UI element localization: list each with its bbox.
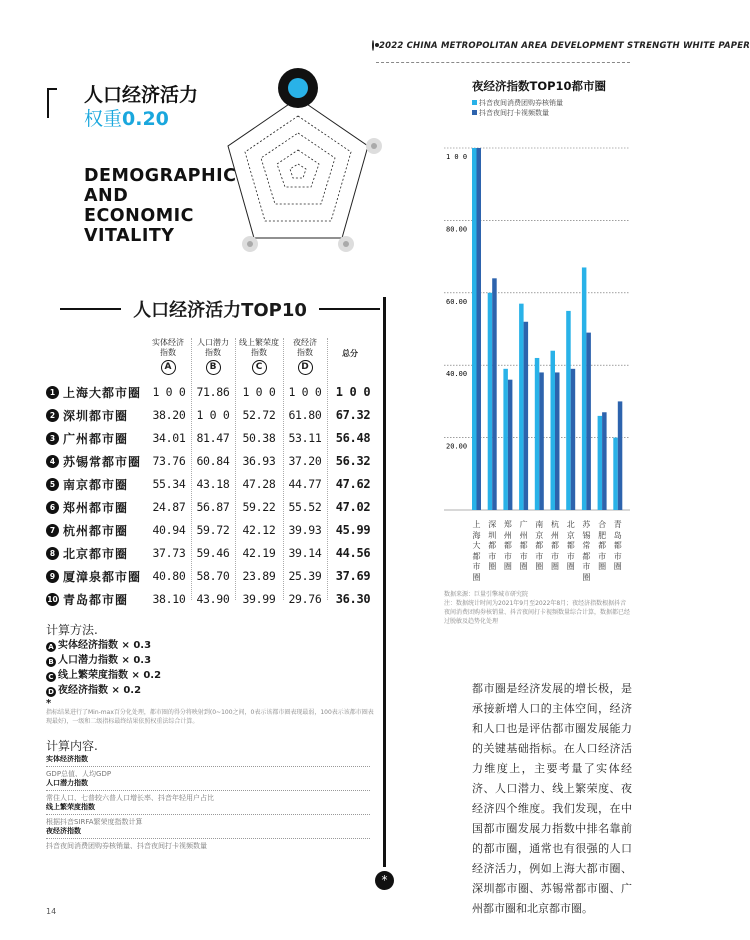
rank-badge: 9	[46, 570, 59, 583]
rank-badge: 10	[47, 594, 58, 604]
content-item: 线上繁荣度指数 根据抖音SIRFA繁荣度指数计算	[46, 802, 370, 827]
bar-voucher-6	[566, 311, 571, 510]
row-value-b: 43.90	[196, 592, 230, 606]
header-col-d: 夜经济 指数 D	[285, 338, 325, 375]
row-city-name: 苏锡常都市圈	[63, 454, 142, 469]
bar-checkin-1	[492, 278, 497, 510]
row-city-name: 郑州都市圈	[63, 500, 129, 515]
row-value-total: 56.32	[335, 454, 371, 468]
bar-voucher-2	[503, 369, 508, 510]
row-value-d: 55.52	[288, 500, 322, 514]
x-tick-label: 青岛都市圈	[613, 520, 622, 571]
rank-badge: 7	[46, 524, 59, 537]
content-item: 实体经济指数 GDP总值、人均GDP	[46, 754, 370, 779]
bar-checkin-0	[477, 148, 482, 510]
y-tick-label: 80.00	[446, 225, 468, 234]
radar-pentagon-graphic	[218, 66, 398, 256]
row-city-name: 厦漳泉都市圈	[63, 569, 142, 584]
header-title: 2022 CHINA METROPOLITAN AREA DEVELOPMENT STRENGTH WHITE PAPER	[379, 40, 750, 51]
rank-badge: 6	[46, 501, 59, 514]
row-value-c: 42.12	[242, 523, 276, 537]
method-note-star: *	[46, 698, 52, 709]
bar-voucher-1	[488, 293, 493, 510]
rank-badge: 2	[46, 409, 59, 422]
corner-mark	[47, 88, 49, 118]
row-value-total: 37.69	[335, 569, 371, 583]
row-value-b: 59.72	[196, 523, 230, 537]
ranking-title: 人口经济活力TOP10	[60, 296, 380, 322]
row-city-name: 深圳都市圈	[63, 408, 129, 423]
bar-voucher-7	[582, 267, 587, 510]
x-tick-label: 郑州都市圈	[503, 520, 512, 571]
bar-voucher-8	[598, 416, 603, 510]
section-english-title: DEMOGRAPHIC AND ECONOMIC VITALITY	[84, 166, 237, 246]
bar-chart	[440, 140, 640, 520]
row-value-total: 47.02	[335, 500, 371, 514]
row-value-b: 81.47	[196, 431, 230, 445]
row-value-total: 47.62	[335, 477, 371, 491]
row-value-total: 56.48	[335, 431, 371, 445]
chart-title: 夜经济指数TOP10都市圈	[472, 79, 607, 93]
bar-voucher-5	[551, 351, 556, 510]
row-value-c: 1 0 0	[242, 385, 276, 399]
x-tick-label: 合肥都市圈	[598, 520, 607, 571]
row-value-b: 56.87	[196, 500, 230, 514]
x-tick-label: 苏锡常都市圈	[582, 520, 591, 582]
legend-item-0: 抖音夜间消费团购券核销量	[472, 98, 563, 108]
rank-badge: 8	[46, 547, 59, 560]
row-value-a: 34.01	[152, 431, 186, 445]
y-tick-label: 20.00	[446, 442, 468, 451]
rank-badge: 3	[46, 432, 59, 445]
row-value-c: 47.28	[242, 477, 276, 491]
row-value-c: 59.22	[242, 500, 276, 514]
row-value-d: 25.39	[288, 569, 322, 583]
logo-icon	[372, 40, 374, 51]
legend-item-1: 抖音夜间打卡视频数量	[472, 108, 563, 118]
bar-voucher-3	[519, 304, 524, 510]
row-value-total: 44.56	[335, 546, 371, 560]
row-value-c: 42.19	[242, 546, 276, 560]
row-value-a: 38.20	[152, 408, 186, 422]
row-value-d: 53.11	[288, 431, 322, 445]
rank-badge: 1	[46, 386, 59, 399]
page-number: 14	[46, 907, 57, 916]
bar-checkin-6	[571, 369, 576, 510]
row-value-c: 36.93	[242, 454, 276, 468]
content-item: 人口潜力指数 常住人口、七普较六普人口增长率、抖音年轻用户占比	[46, 778, 370, 803]
row-value-b: 58.70	[196, 569, 230, 583]
bar-checkin-7	[586, 333, 591, 510]
row-value-d: 39.93	[288, 523, 322, 537]
x-tick-label: 南京都市圈	[535, 520, 544, 571]
header-col-a: 实体经济 指数 A	[148, 338, 188, 375]
row-city-name: 杭州都市圈	[63, 523, 129, 538]
row-value-a: 1 0 0	[152, 385, 186, 399]
corner-mark	[47, 88, 57, 90]
row-value-c: 50.38	[242, 431, 276, 445]
row-value-total: 67.32	[335, 408, 371, 422]
header-total: 总分	[342, 349, 358, 358]
section-weight: 权重0.20	[84, 108, 169, 130]
y-tick-label: 60.00	[446, 297, 468, 306]
row-city-name: 上海大都市圈	[63, 385, 142, 400]
row-value-a: 73.76	[152, 454, 186, 468]
row-value-a: 40.94	[152, 523, 186, 537]
row-city-name: 青岛都市圈	[63, 592, 129, 607]
row-value-total: 1 0 0	[335, 385, 371, 399]
row-city-name: 南京都市圈	[63, 477, 129, 492]
x-tick-label: 上海大都市圈	[472, 520, 481, 582]
row-value-c: 52.72	[242, 408, 276, 422]
row-value-a: 37.73	[152, 546, 186, 560]
bar-checkin-3	[524, 322, 529, 510]
row-value-d: 61.80	[288, 408, 322, 422]
column-divider	[383, 297, 386, 867]
row-value-total: 36.30	[335, 592, 371, 606]
chart-legend	[472, 98, 563, 118]
content-item: 夜经济指数 抖音夜间消费团购券核销量、抖音夜间打卡视频数量	[46, 826, 370, 851]
row-value-c: 23.89	[242, 569, 276, 583]
body-paragraph: 都市圈是经济发展的增长极，是承接新增人口的主体空间，经济和人口也是评估都市圈发展能力的关键基础指标。在人口经济活力维度上，主要考量了实体经济、人口潜力、线上繁荣度、夜经济四个维度。我们发现，在中国都市圈发展力指数中排名靠前的都市圈，通常也有很强的人口经济活力，例如上海大都市圈、深圳都市圈、苏锡常都市圈、广州都市圈和北京都市圈。	[472, 682, 632, 915]
bar-checkin-8	[602, 412, 607, 510]
content-title: 计算内容.	[46, 739, 98, 753]
page-header	[372, 40, 750, 51]
row-value-b: 1 0 0	[196, 408, 230, 422]
section-title: 人口经济活力	[84, 84, 199, 106]
header-col-b: 人口潜力 指数 B	[193, 338, 233, 375]
y-tick-label: 40.00	[446, 370, 468, 379]
row-city-name: 北京都市圈	[63, 546, 129, 561]
row-value-a: 40.80	[152, 569, 186, 583]
row-value-d: 44.77	[288, 477, 322, 491]
asterisk-icon: *	[375, 871, 394, 890]
row-value-b: 43.18	[196, 477, 230, 491]
x-tick-label: 广州都市圈	[519, 520, 528, 571]
rank-badge: 4	[46, 455, 59, 468]
chart-source: 数据来源：巨量引擎城市研究院 注：数据统计时间为2021年9月至2022年8月；夜经济指数根据抖音夜间消费团购券核销量、抖音夜间打卡视频数量综合计算，数据都已经过脱敏及趋势化处理	[444, 591, 631, 625]
row-value-a: 24.87	[152, 500, 186, 514]
row-value-d: 39.14	[288, 546, 322, 560]
bar-voucher-9	[613, 438, 618, 510]
row-value-d: 29.76	[288, 592, 322, 606]
x-tick-label: 杭州都市圈	[551, 520, 559, 571]
row-city-name: 广州都市圈	[63, 431, 129, 446]
y-tick-label: 1 0 0	[446, 153, 468, 161]
row-value-a: 55.34	[152, 477, 186, 491]
bar-checkin-5	[555, 372, 560, 510]
method-list: A 实体经济指数 × 0.3 B 人口潜力指数 × 0.3 C 线上繁荣度指数 × 0.2 D 夜经济指数 × 0.2	[46, 638, 161, 698]
row-value-d: 37.20	[288, 454, 322, 468]
method-title: 计算方法.	[46, 623, 98, 637]
header-col-c: 线上繁荣度 指数 C	[236, 338, 282, 375]
x-tick-label: 北京都市圈	[566, 520, 575, 571]
row-value-total: 45.99	[335, 523, 371, 537]
row-value-c: 39.99	[242, 592, 276, 606]
bar-voucher-0	[472, 148, 477, 510]
x-tick-label: 深圳都市圈	[488, 520, 497, 571]
bar-checkin-4	[539, 372, 544, 510]
bar-voucher-4	[535, 358, 540, 510]
bar-checkin-9	[618, 401, 623, 510]
header-divider	[376, 62, 630, 63]
method-note: 指标结果进行了Min-max百分化处理，都市圈的得分将映射到(0~100之间，0表示该都市圈表现最弱，100表示该都市圈表现最好)，一级和二级指标最终结果依照权重法综合计算。	[46, 709, 374, 725]
bar-checkin-2	[508, 380, 513, 510]
rank-badge: 5	[46, 478, 59, 491]
row-value-a: 38.10	[152, 592, 186, 606]
row-value-d: 1 0 0	[288, 385, 322, 399]
row-value-b: 71.86	[196, 385, 230, 399]
row-value-b: 59.46	[196, 546, 230, 560]
row-value-b: 60.84	[196, 454, 230, 468]
